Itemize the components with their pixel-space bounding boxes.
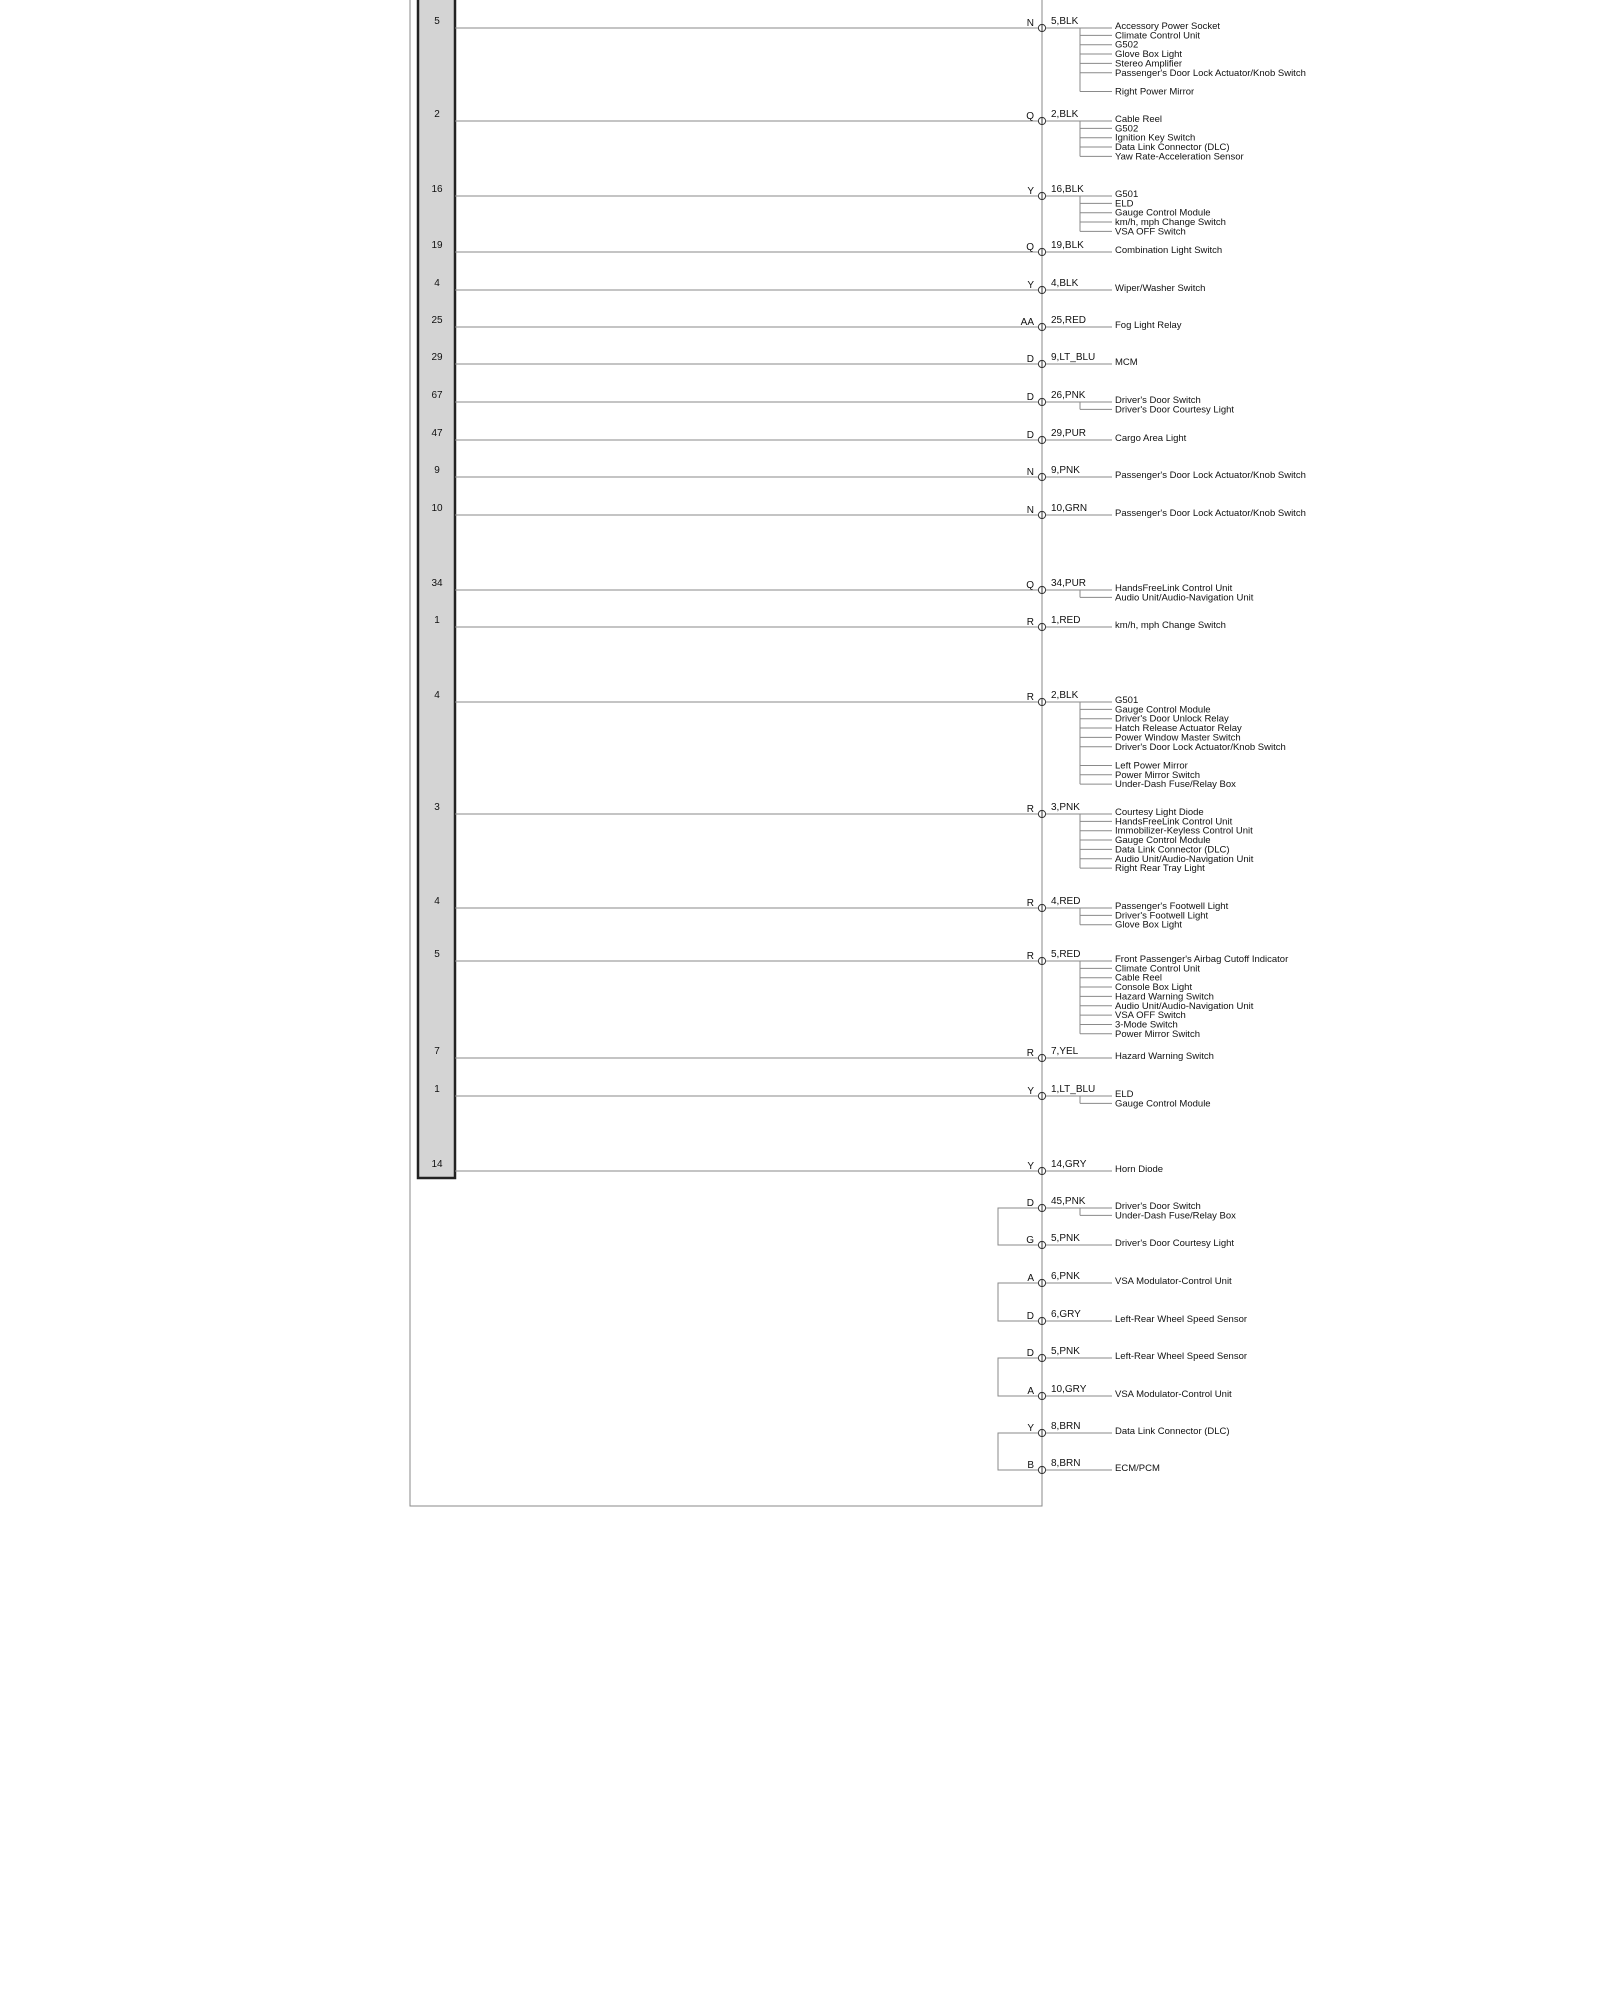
pin-destination: Audio Unit/Audio-Navigation Unit bbox=[1115, 1000, 1254, 1012]
pin-destination: Audio Unit/Audio-Navigation Unit bbox=[1115, 853, 1254, 865]
jumper-top-wire-label: 5,PNK bbox=[1051, 1346, 1080, 1357]
pin-destination: Wiper/Washer Switch bbox=[1115, 283, 1206, 294]
jumper-pair bbox=[998, 1196, 1236, 1249]
pin-destination: Courtesy Light Diode bbox=[1115, 807, 1204, 818]
pin-wire-label: 34,PUR bbox=[1051, 578, 1087, 589]
pin-cavity-label: D bbox=[1026, 392, 1034, 403]
pin-wire-label: 9,PNK bbox=[1051, 465, 1080, 476]
pin-cavity-label: Q bbox=[1026, 242, 1034, 253]
wire-row bbox=[434, 615, 1226, 631]
wire-row bbox=[431, 240, 1222, 256]
pin-destination: Passenger's Footwell Light bbox=[1115, 901, 1229, 912]
pin-cavity-label: R bbox=[1026, 804, 1034, 815]
diagram-frame bbox=[410, 0, 1042, 1506]
pin-destination: Left Power Mirror bbox=[1115, 760, 1188, 772]
jumper-bottom-wire-label: 5,PNK bbox=[1051, 1233, 1080, 1244]
wire-row bbox=[434, 278, 1205, 294]
pin-destination: Power Mirror Switch bbox=[1115, 1028, 1200, 1040]
pin-number: 1 bbox=[434, 615, 440, 626]
wire-row bbox=[431, 184, 1225, 237]
wire-row bbox=[434, 896, 1228, 931]
pin-destination: km/h, mph Change Switch bbox=[1115, 620, 1226, 631]
pin-cavity-label: N bbox=[1026, 467, 1034, 478]
pin-wire-label: 16,BLK bbox=[1051, 184, 1084, 195]
pin-destination: Driver's Door Switch bbox=[1115, 395, 1201, 406]
pin-destination: Hazard Warning Switch bbox=[1115, 1051, 1214, 1062]
pin-destination: Gauge Control Module bbox=[1115, 1098, 1211, 1110]
pin-wire-label: 14,GRY bbox=[1051, 1159, 1087, 1170]
wire-row bbox=[434, 1046, 1214, 1062]
pin-number: 19 bbox=[431, 240, 443, 251]
pin-destination: Hazard Warning Switch bbox=[1115, 991, 1214, 1003]
wire-row bbox=[431, 503, 1305, 519]
pin-number: 14 bbox=[431, 1159, 443, 1170]
pin-destination: Driver's Door Courtesy Light bbox=[1115, 404, 1235, 416]
pin-destination: Audio Unit/Audio-Navigation Unit bbox=[1115, 592, 1254, 604]
pin-destination: Climate Control Unit bbox=[1115, 963, 1200, 975]
jumper-top-wire-label: 45,PNK bbox=[1051, 1196, 1086, 1207]
pin-cavity-label: D bbox=[1026, 354, 1034, 365]
pin-number: 67 bbox=[431, 390, 443, 401]
pin-wire-label: 9,LT_BLU bbox=[1051, 352, 1096, 363]
jumper-bottom-cavity-label: G bbox=[1026, 1235, 1034, 1246]
pin-destination: Ignition Key Switch bbox=[1115, 132, 1196, 144]
pin-wire-label: 4,RED bbox=[1051, 896, 1081, 907]
wire-row bbox=[431, 428, 1186, 444]
pin-cavity-label: Y bbox=[1027, 1086, 1034, 1097]
pin-cavity-label: R bbox=[1026, 1048, 1034, 1059]
wire-row bbox=[431, 352, 1137, 368]
jumper-top-destination: Driver's Door Switch bbox=[1115, 1201, 1201, 1212]
pin-destination: Passenger's Door Lock Actuator/Knob Switch bbox=[1115, 470, 1306, 481]
pin-number: 3 bbox=[434, 802, 440, 813]
pin-number: 25 bbox=[431, 315, 443, 326]
pin-destination: Passenger's Door Lock Actuator/Knob Switch bbox=[1115, 67, 1306, 79]
pin-destination: Climate Control Unit bbox=[1115, 30, 1200, 42]
pin-destination: HandsFreeLink Control Unit bbox=[1115, 816, 1233, 828]
pin-destination: Driver's Door Unlock Relay bbox=[1115, 713, 1229, 725]
pin-destination: km/h, mph Change Switch bbox=[1115, 217, 1226, 229]
pin-wire-label: 29,PUR bbox=[1051, 428, 1087, 439]
pin-number: 7 bbox=[434, 1046, 440, 1057]
pin-number: 4 bbox=[434, 690, 440, 701]
jumper-bottom-destination: Driver's Door Courtesy Light bbox=[1115, 1238, 1235, 1249]
jumper-bottom-destination: VSA Modulator-Control Unit bbox=[1115, 1389, 1232, 1400]
pin-destination: Horn Diode bbox=[1115, 1164, 1164, 1175]
jumper-top-destination: Data Link Connector (DLC) bbox=[1115, 1426, 1230, 1437]
pin-cavity-label: Q bbox=[1026, 580, 1034, 591]
pin-number: 47 bbox=[431, 428, 443, 439]
pin-destination: Accessory Power Socket bbox=[1115, 21, 1221, 32]
pin-destination: G502 bbox=[1115, 123, 1139, 135]
jumper-bottom-cavity-label: B bbox=[1027, 1460, 1034, 1471]
pin-destination: Glove Box Light bbox=[1115, 49, 1183, 61]
pin-wire-label: 1,RED bbox=[1051, 615, 1081, 626]
jumper-top-cavity-label: D bbox=[1026, 1198, 1034, 1209]
pin-destination: Under-Dash Fuse/Relay Box bbox=[1115, 779, 1236, 791]
pin-cavity-label: N bbox=[1026, 505, 1034, 516]
jumper-bottom-wire-label: 10,GRY bbox=[1051, 1384, 1087, 1395]
pin-destination: Right Rear Tray Light bbox=[1115, 863, 1205, 875]
jumper-top-wire-label: 8,BRN bbox=[1051, 1421, 1081, 1432]
pin-number: 4 bbox=[434, 278, 440, 289]
jumper-rows bbox=[998, 1196, 1247, 1474]
jumper-bottom-cavity-label: D bbox=[1026, 1311, 1034, 1322]
pin-cavity-label: Y bbox=[1027, 280, 1034, 291]
pin-wire-label: 2,BLK bbox=[1051, 690, 1079, 701]
jumper-top-destination: Left-Rear Wheel Speed Sensor bbox=[1115, 1351, 1248, 1362]
pin-cavity-label: R bbox=[1026, 692, 1034, 703]
pin-destination: Driver's Door Lock Actuator/Knob Switch bbox=[1115, 741, 1286, 753]
pin-destination: Data Link Connector (DLC) bbox=[1115, 844, 1230, 856]
pin-destination: Power Window Master Switch bbox=[1115, 732, 1241, 744]
pin-destination: G502 bbox=[1115, 39, 1139, 51]
pin-destination: 3-Mode Switch bbox=[1115, 1019, 1178, 1031]
pin-number: 4 bbox=[434, 896, 440, 907]
pin-destination: Cable Reel bbox=[1115, 114, 1162, 125]
pin-cavity-label: R bbox=[1026, 951, 1034, 962]
jumper-bottom-wire-label: 6,GRY bbox=[1051, 1309, 1081, 1320]
jumper-bottom-destination: ECM/PCM bbox=[1115, 1463, 1160, 1474]
pin-destination: ELD bbox=[1115, 1089, 1134, 1100]
pin-wire-label: 5,RED bbox=[1051, 949, 1081, 960]
jumper-bottom-destination: Left-Rear Wheel Speed Sensor bbox=[1115, 1314, 1248, 1325]
pin-destination: Hatch Release Actuator Relay bbox=[1115, 723, 1242, 735]
pin-destination: Fog Light Relay bbox=[1115, 320, 1182, 331]
pin-wire-label: 26,PNK bbox=[1051, 390, 1086, 401]
jumper-bottom-cavity-label: A bbox=[1027, 1386, 1034, 1397]
pin-destination: VSA OFF Switch bbox=[1115, 226, 1186, 238]
pin-number: 34 bbox=[431, 578, 443, 589]
pin-destination: Power Mirror Switch bbox=[1115, 769, 1200, 781]
pin-cavity-label: Q bbox=[1026, 111, 1034, 122]
pin-destination: HandsFreeLink Control Unit bbox=[1115, 583, 1233, 594]
pin-wire-label: 1,LT_BLU bbox=[1051, 1084, 1096, 1095]
pin-wire-label: 5,BLK bbox=[1051, 16, 1079, 27]
pin-destination: Glove Box Light bbox=[1115, 919, 1183, 931]
jumper-top-destination: VSA Modulator-Control Unit bbox=[1115, 1276, 1232, 1287]
pin-number: 1 bbox=[434, 1084, 440, 1095]
pin-destination: Gauge Control Module bbox=[1115, 835, 1211, 847]
wire-row bbox=[431, 578, 1253, 603]
wire-row bbox=[431, 315, 1181, 331]
jumper-top-destination: Under-Dash Fuse/Relay Box bbox=[1115, 1210, 1236, 1222]
pin-cavity-label: N bbox=[1026, 18, 1034, 29]
pin-destination: Stereo Amplifier bbox=[1115, 58, 1183, 70]
pin-wire-label: 7,YEL bbox=[1051, 1046, 1079, 1057]
pin-destination: Cargo Area Light bbox=[1115, 433, 1187, 444]
jumper-top-cavity-label: Y bbox=[1027, 1423, 1034, 1434]
pin-destination: MCM bbox=[1115, 357, 1138, 368]
wire-row bbox=[431, 1159, 1163, 1175]
wire-row bbox=[434, 109, 1243, 162]
pin-cavity-label: Y bbox=[1027, 1161, 1034, 1172]
pin-destination: Console Box Light bbox=[1115, 982, 1193, 994]
wire-row bbox=[434, 16, 1306, 97]
pin-destination: Immobilizer-Keyless Control Unit bbox=[1115, 825, 1253, 837]
pin-number: 2 bbox=[434, 109, 440, 120]
pin-wire-label: 25,RED bbox=[1051, 315, 1087, 326]
pin-cavity-label: Y bbox=[1027, 186, 1034, 197]
jumper-bottom-wire-label: 8,BRN bbox=[1051, 1458, 1081, 1469]
pin-destination: G501 bbox=[1115, 189, 1139, 200]
pin-cavity-label: AA bbox=[1020, 317, 1034, 328]
pin-destination: Front Passenger's Airbag Cutoff Indicator bbox=[1115, 954, 1289, 965]
pin-destination: Passenger's Door Lock Actuator/Knob Switch bbox=[1115, 508, 1306, 519]
pin-wire-label: 19,BLK bbox=[1051, 240, 1084, 251]
pin-number: 5 bbox=[434, 16, 440, 27]
jumper-top-wire-label: 6,PNK bbox=[1051, 1271, 1080, 1282]
pin-destination: Gauge Control Module bbox=[1115, 207, 1211, 219]
pin-wire-label: 2,BLK bbox=[1051, 109, 1079, 120]
jumper-top-cavity-label: A bbox=[1027, 1273, 1034, 1284]
wire-row bbox=[434, 465, 1306, 481]
wire-row bbox=[431, 390, 1234, 415]
pin-number: 5 bbox=[434, 949, 440, 960]
pin-destination: ELD bbox=[1115, 198, 1134, 210]
jumper-top-cavity-label: D bbox=[1026, 1348, 1034, 1359]
jumper-pair bbox=[998, 1271, 1247, 1325]
pin-wire-label: 10,GRN bbox=[1051, 503, 1088, 514]
pin-destination: Driver's Footwell Light bbox=[1115, 910, 1209, 922]
wire-row bbox=[434, 802, 1253, 874]
jumper-pair bbox=[998, 1421, 1230, 1474]
pin-wire-label: 4,BLK bbox=[1051, 278, 1079, 289]
wire-row bbox=[434, 1084, 1210, 1109]
pin-cavity-label: R bbox=[1026, 898, 1034, 909]
connector-block bbox=[418, 0, 455, 1178]
pin-destination: Right Power Mirror bbox=[1115, 86, 1195, 98]
pin-number: 9 bbox=[434, 465, 440, 476]
pin-destination: Cable Reel bbox=[1115, 972, 1162, 984]
pin-destination: Combination Light Switch bbox=[1115, 245, 1223, 256]
pin-wire-label: 3,PNK bbox=[1051, 802, 1080, 813]
wire-rows bbox=[431, 16, 1305, 1175]
pin-destination: Yaw Rate-Acceleration Sensor bbox=[1115, 151, 1244, 163]
pin-destination: Gauge Control Module bbox=[1115, 704, 1211, 716]
pin-destination: VSA OFF Switch bbox=[1115, 1010, 1186, 1022]
pin-number: 10 bbox=[431, 503, 443, 514]
pin-number: 29 bbox=[431, 352, 443, 363]
jumper-pair bbox=[998, 1346, 1247, 1400]
pin-destination: G501 bbox=[1115, 695, 1139, 706]
wire-row bbox=[434, 690, 1286, 790]
pin-cavity-label: R bbox=[1026, 617, 1034, 628]
pin-destination: Data Link Connector (DLC) bbox=[1115, 142, 1230, 154]
wire-row bbox=[434, 949, 1288, 1040]
pin-number: 16 bbox=[431, 184, 443, 195]
pin-cavity-label: D bbox=[1026, 430, 1034, 441]
